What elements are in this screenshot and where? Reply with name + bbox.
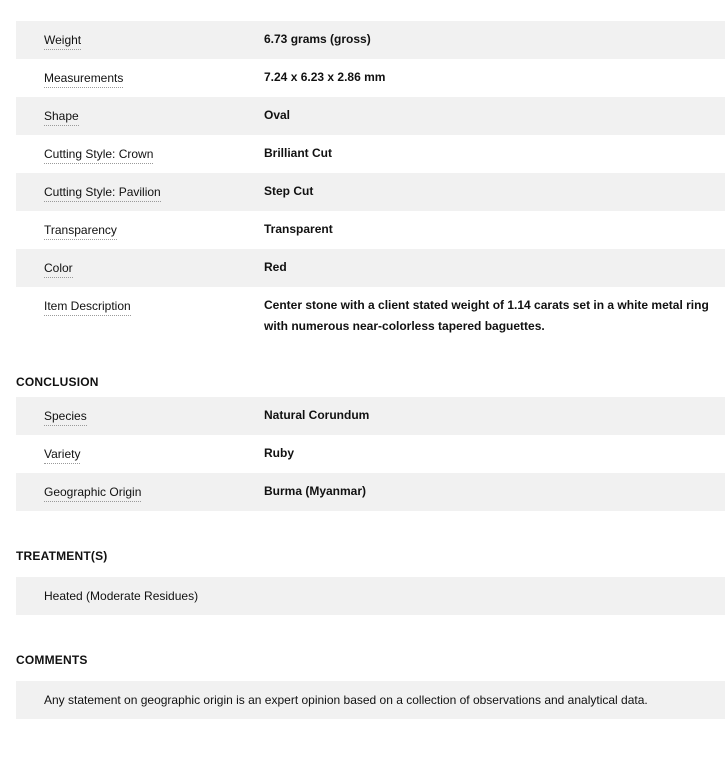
conclusion-row-species (16, 397, 725, 435)
measurements-label[interactable]: Measurements (44, 71, 123, 88)
cutting-style-crown-label[interactable]: Cutting Style: Crown (44, 147, 153, 164)
species-label[interactable]: Species (44, 409, 87, 426)
weight-value: 6.73 grams (gross) (264, 32, 371, 46)
measurements-value: 7.24 x 6.23 x 2.86 mm (264, 70, 386, 84)
treatment-heading: TREATMENT(S) (16, 549, 108, 563)
details-row-item-description (16, 287, 725, 349)
details-row-shape (16, 97, 725, 135)
comments-heading: COMMENTS (16, 653, 88, 667)
treatment-text: Heated (Moderate Residues) (16, 577, 725, 615)
shape-value: Oval (264, 108, 291, 122)
color-value: Red (264, 260, 287, 274)
comments-text: Any statement on geographic origin is an expert opinion based on a collection of observations and analytical data. (16, 681, 725, 719)
color-label[interactable]: Color (44, 261, 73, 278)
cutting-style-crown-value: Brilliant Cut (264, 146, 332, 160)
conclusion-table (16, 397, 725, 511)
cutting-style-pavilion-value: Step Cut (264, 184, 314, 198)
conclusion-row-geographic-origin (16, 473, 725, 511)
report-details (16, 21, 725, 719)
cutting-style-pavilion-label[interactable]: Cutting Style: Pavilion (44, 185, 161, 202)
item-description-value: Center stone with a client stated weight of 1.14 carats set in a white metal ring with numerous near-colorless tapered baguettes. (264, 298, 709, 333)
details-row-transparency (16, 211, 725, 249)
transparency-value: Transparent (264, 222, 333, 236)
details-row-weight (16, 21, 725, 59)
item-description-label[interactable]: Item Description (44, 299, 131, 316)
variety-label[interactable]: Variety (44, 447, 80, 464)
details-table (16, 21, 725, 349)
weight-label[interactable]: Weight (44, 33, 81, 50)
conclusion-row-variety (16, 435, 725, 473)
details-row-measurements (16, 59, 725, 97)
details-row-cutting-crown (16, 135, 725, 173)
geographic-origin-value: Burma (Myanmar) (264, 484, 367, 498)
species-value: Natural Corundum (264, 408, 370, 422)
variety-value: Ruby (264, 446, 294, 460)
transparency-label[interactable]: Transparency (44, 223, 117, 240)
shape-label[interactable]: Shape (44, 109, 79, 126)
conclusion-heading: CONCLUSION (16, 375, 99, 389)
details-row-cutting-pavilion (16, 173, 725, 211)
geographic-origin-label[interactable]: Geographic Origin (44, 485, 141, 502)
details-row-color (16, 249, 725, 287)
